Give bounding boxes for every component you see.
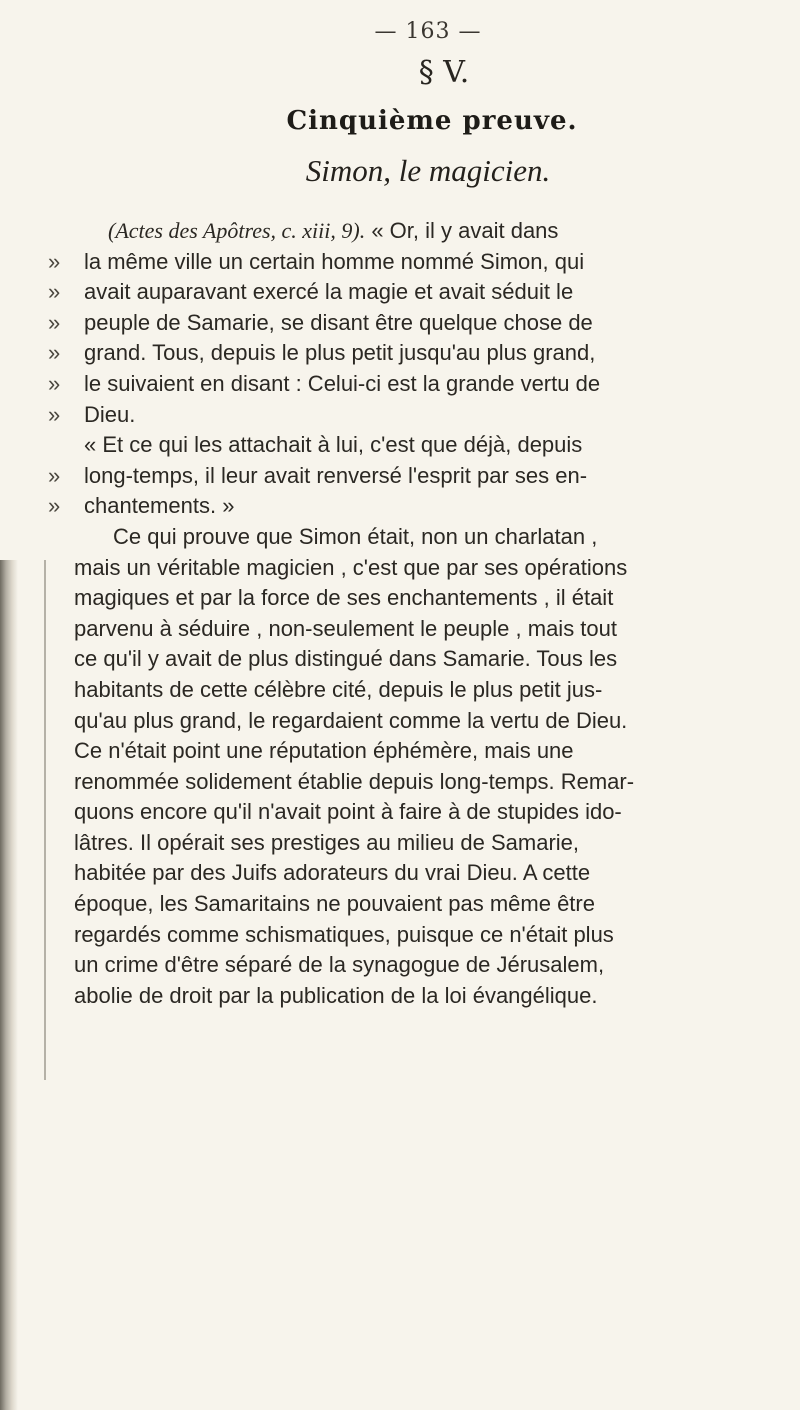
quote-line: » avait auparavant exercé la magie et avait séduit le xyxy=(48,277,768,308)
quote-marker: » xyxy=(48,370,61,396)
quote-para2-first: « Et ce qui les attachait à lui, c'est que déjà, depuis xyxy=(84,432,583,458)
commentary-line: ce qu'il y avait de plus distingué dans Samarie. Tous les xyxy=(74,646,618,672)
commentary-first-line: Ce qui prouve que Simon était, non un charlatan , xyxy=(113,523,598,549)
quote-marker: » xyxy=(48,340,61,366)
quote-line: » le suivaient en disant : Celui-ci est la grande vertu de xyxy=(48,369,768,400)
quote-marker: » xyxy=(48,279,61,305)
commentary-line: Ce n'était point une réputation éphémère, mais une xyxy=(74,738,574,764)
section-heading: Cinquième preuve. xyxy=(286,106,578,136)
quote-citation: (Actes des Apôtres, c. xiii, 9). xyxy=(108,218,366,243)
commentary-line: lâtres. Il opérait ses prestiges au milieu de Samarie, xyxy=(74,829,580,855)
commentary-line: magiques et par la force de ses enchantements , il était xyxy=(74,585,614,611)
commentary-line: renommée solidement établie depuis long-temps. Remar- xyxy=(74,768,635,794)
commentary-line: qu'au plus grand, le regardaient comme la vertu de Dieu. xyxy=(74,707,628,733)
quote-line: » Dieu. xyxy=(48,400,768,431)
quote-line-1 xyxy=(48,216,768,247)
section-number: § V. xyxy=(418,55,470,90)
quote-line: » long-temps, il leur avait renversé l'esprit par ses en- xyxy=(48,461,768,492)
quote-marker: » xyxy=(48,401,61,427)
page-gutter-line xyxy=(44,560,46,1080)
quote-marker: » xyxy=(48,493,61,519)
section-subtitle: Simon, le magicien. xyxy=(305,153,551,188)
quote-marker: » xyxy=(48,462,61,488)
quote-line: » chantements. » xyxy=(48,491,768,522)
quote-opening: « Or, il y avait dans xyxy=(365,218,559,243)
page-edge-shadow xyxy=(0,560,18,1410)
quote-line: » grand. Tous, depuis le plus petit jusqu'au plus grand, xyxy=(48,338,768,369)
commentary-line: un crime d'être séparé de la synagogue de Jérusalem, xyxy=(74,952,605,978)
quote-marker: » xyxy=(48,248,61,274)
book-page xyxy=(48,18,768,1011)
body-text xyxy=(48,216,768,1011)
quote-line: » la même ville un certain homme nommé Simon, qui xyxy=(48,247,768,278)
quote-line: » peuple de Samarie, se disant être quelque chose de xyxy=(48,308,768,339)
commentary-line: parvenu à séduire , non-seulement le peuple , mais tout xyxy=(74,615,617,641)
page-number: — 163 — xyxy=(374,19,482,44)
quote-marker: » xyxy=(48,309,61,335)
commentary-line: abolie de droit par la publication de la loi évangélique. xyxy=(74,982,598,1008)
commentary-line: quons encore qu'il n'avait point à faire à de stupides ido- xyxy=(74,799,622,825)
commentary-line: époque, les Samaritains ne pouvaient pas même être xyxy=(74,891,595,917)
commentary-line: habitants de cette célèbre cité, depuis le plus petit jus- xyxy=(74,676,603,702)
quote-line xyxy=(48,430,768,461)
commentary-line: mais un véritable magicien , c'est que par ses opérations xyxy=(74,554,628,580)
commentary-line: habitée par des Juifs adorateurs du vrai Dieu. A cette xyxy=(74,860,591,886)
commentary-line: regardés comme schismatiques, puisque ce n'était plus xyxy=(74,921,614,947)
